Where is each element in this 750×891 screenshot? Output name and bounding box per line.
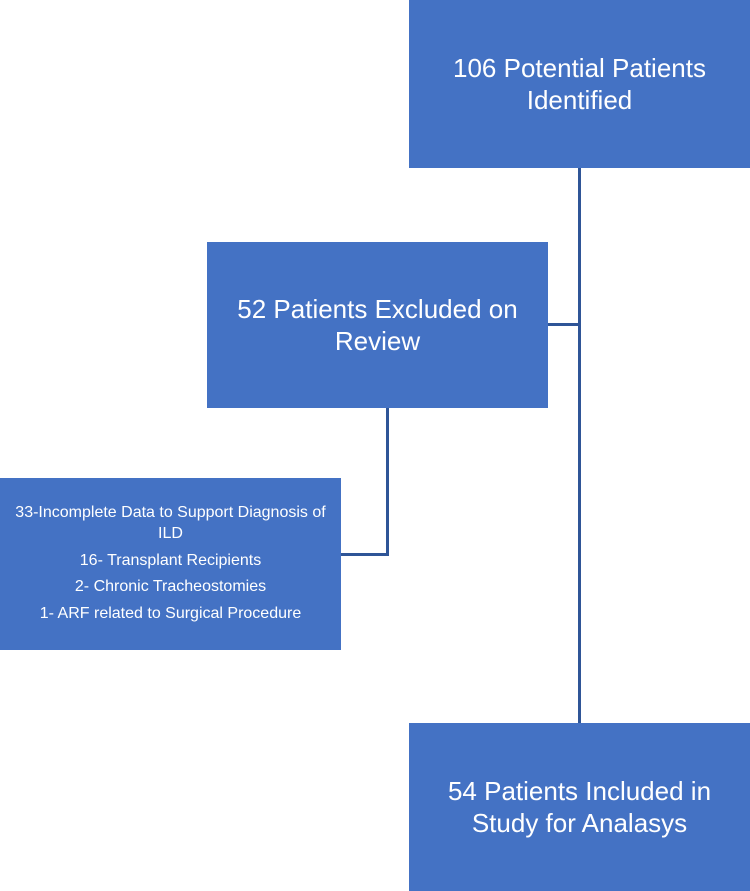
exclusion-reason-4: 1- ARF related to Surgical Procedure — [39, 605, 302, 623]
connector-excluded-to-spine — [548, 323, 580, 326]
node-patients-identified-label: 106 Potential Patients Identified — [453, 52, 706, 115]
connector-main-vertical — [578, 168, 581, 723]
node-patients-identified — [409, 0, 750, 168]
connector-excluded-to-reasons-vertical — [386, 408, 389, 556]
node-patients-excluded — [207, 242, 548, 408]
node-patients-included-label: 54 Patients Included in Study for Analasys — [447, 775, 712, 838]
connector-reasons-horizontal — [341, 553, 389, 556]
exclusion-reason-3: 2- Chronic Tracheostomies — [74, 578, 267, 596]
exclusion-reason-1: 33-Incomplete Data to Support Diagnosis of ILD — [15, 504, 326, 542]
exclusion-reason-2: 16- Transplant Recipients — [79, 551, 262, 569]
node-patients-excluded-label: 52 Patients Excluded on Review — [237, 293, 518, 356]
node-exclusion-reasons — [0, 478, 341, 650]
node-patients-included — [409, 723, 750, 891]
